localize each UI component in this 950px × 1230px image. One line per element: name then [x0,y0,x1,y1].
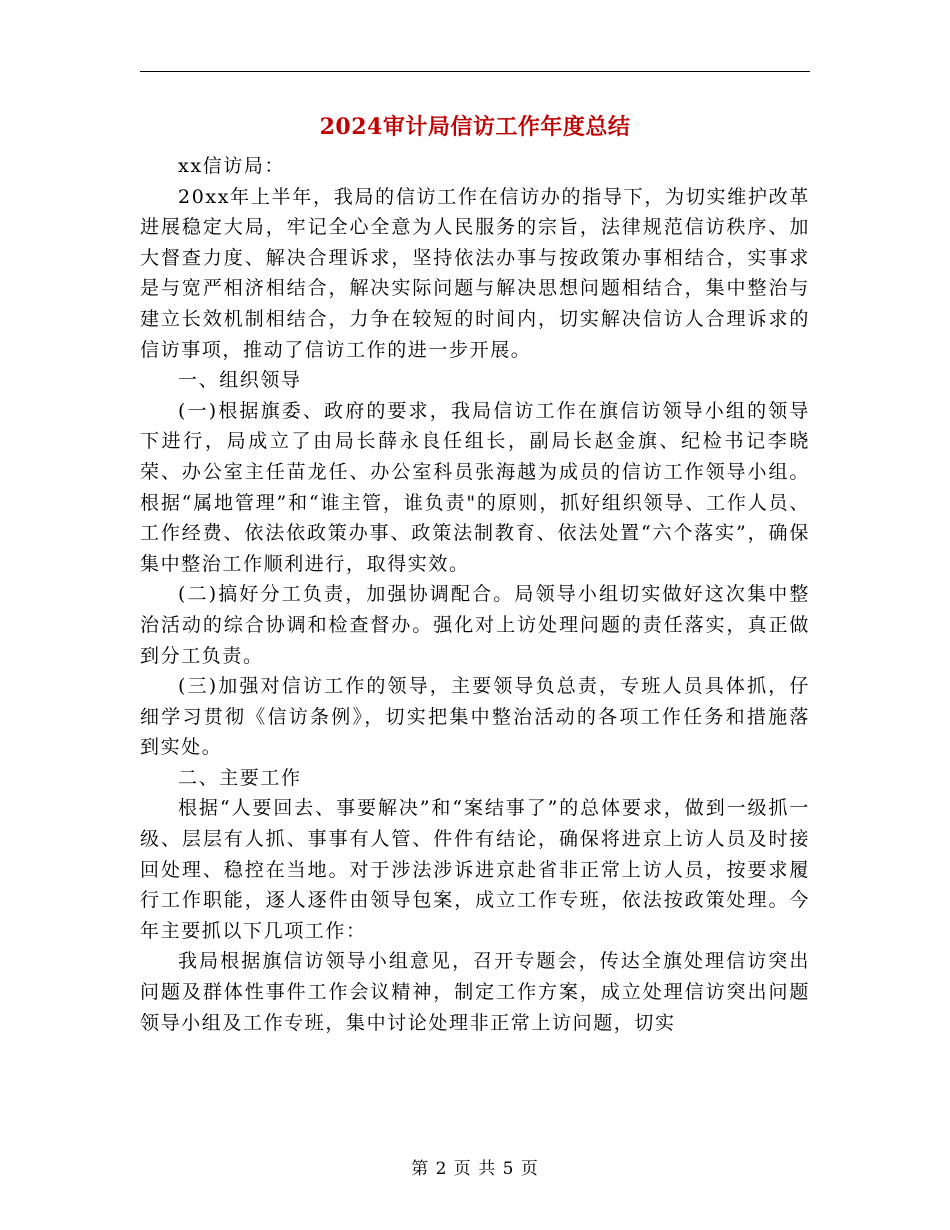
paragraph-salutation: xx信访局： [178,155,286,177]
paragraph-org-2: (二)搞好分工负责，加强协调配合。局领导小组切实做好这次集中整治活动的综合协调和检查督办。强化对上访处理问题的责任落实，真正做到分工负责。 [140,583,810,667]
section-heading-main-work: 二、主要工作 [178,766,302,789]
paragraph-main-work-2: 我局根据旗信访领导小组意见，召开专题会，传达全旗处理信访突出问题及群体性事件工作会议精神，制定工作方案，成立处理信访突出问题领导小组及工作专班，集中讨论处理非正常上访问题，切实 [140,950,810,1034]
header-rule [140,71,810,72]
document-title: 2024审计局信访工作年度总结 [319,114,631,140]
paragraph-intro: 20xx年上半年，我局的信访工作在信访办的指导下，为切实维护改革进展稳定大局，牢记全心全意为人民服务的宗旨，法律规范信访秩序、加大督查力度、解决合理诉求，坚持依法办事与按政策办事相结合，实事求是与宽严相济相结合，解决实际问题与解决思想问题相结合，集中整治与建立长效机制相结合，力争在较短的时间内，切实解决信访人合理诉求的信访事项，推动了信访工作的进一步开展。 [140,185,810,361]
paragraph-org-1: (一)根据旗委、政府的要求，我局信访工作在旗信访领导小组的领导下进行，局成立了由局长薛永良任组长，副局长赵金旗、纪检书记李晓荣、办公室主任苗龙任、办公室科员张海越为成员的信访工作领导小组。根据“属地管理”和“谁主管，谁负责"的原则，抓好组织领导、工作人员、工作经费、依法依政策办事、政策法制教育、依法处置“六个落实”，确保集中整治工作顺利进行，取得实效。 [140,399,810,575]
document-body [140,151,810,1038]
page-number: 第 2 页 共 5 页 [411,1159,539,1179]
paragraph-org-3: (三)加强对信访工作的领导，主要领导负总责，专班人员具体抓，仔细学习贯彻《信访条例》，切实把集中整治活动的各项工作任务和措施落到实处。 [140,675,810,759]
paragraph-main-work-1: 根据“人要回去、事要解决”和“案结事了”的总体要求，做到一级抓一级、层层有人抓、事事有人管、件件有结论，确保将进京上访人员及时接回处理、稳控在当地。对于涉法涉诉进京赴省非正常上访人员，按要求履行工作职能，逐人逐件由领导包案，成立工作专班，依法按政策处理。今年主要抓以下几项工作： [140,797,810,942]
section-heading-organization: 一、组织领导 [178,369,302,392]
